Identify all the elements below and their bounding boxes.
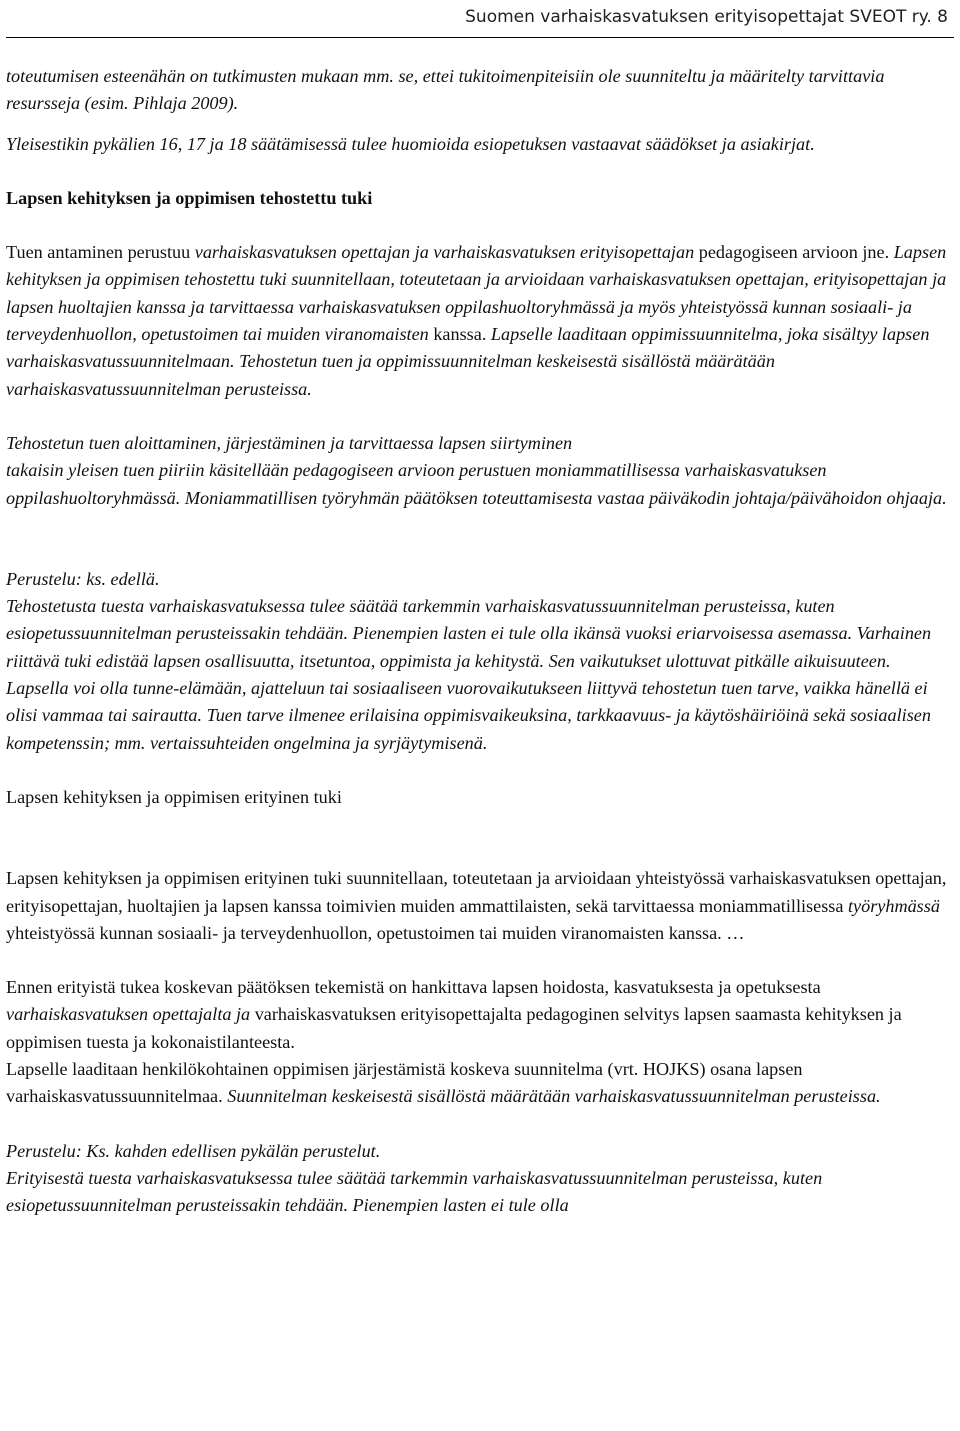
paragraph-tehostettu-tuki bbox=[6, 239, 956, 403]
text-span: Lapselle laaditaan henkilökohtainen oppimisen järjestämistä koskeva suunnitelma (vrt. HOJKS) osana lapsen varhaiskasvatussuunnitelmaa. bbox=[6, 1059, 803, 1107]
text-span-italic: Tehostetun tuen aloittaminen, järjestäminen ja tarvittaessa lapsen siirtyminen bbox=[6, 432, 573, 453]
text-span: pedagogiseen arvioon jne. bbox=[694, 242, 894, 263]
paragraph-esiopetus: Yleisestikin pykälien 16, 17 ja 18 säätämisessä tulee huomioida esiopetuksen vastaavat säädökset ja asiakirjat. bbox=[6, 133, 815, 154]
document-body bbox=[6, 63, 956, 1220]
paragraph-erityinen-tuki bbox=[6, 865, 956, 947]
text-span: Ennen erityistä tukea koskevan päätöksen tekemistä on hankittava lapsen hoidosta, kasvatuksesta ja opetuksesta bbox=[6, 977, 821, 998]
text-span: Tuen antaminen perustuu bbox=[6, 242, 195, 263]
text-span-italic: varhaiskasvatuksen opettajalta ja bbox=[6, 1004, 251, 1025]
header-divider bbox=[6, 37, 954, 38]
text-span-italic: Lapselle laaditaan oppimissuunnitelma, joka sisältyy lapsen varhaiskasvatussuunnitelmaan. Tehostetun tuen ja oppimissuunnitelman keskeisestä sisällöstä määrätään varhaiskasvatussuunnitelman perusteissa. bbox=[6, 324, 930, 399]
text-span-italic: takaisin yleisen tuen piiriin käsitellään pedagogiseen arvioon perustuen moniammatillisessa varhaiskasvatuksen oppilashuoltoryhmässä. Moniammatillisen työryhmän päätöksen toteuttamisesta vastaa päiväkodin johtaja/päivähoidon ohjaaja. bbox=[6, 460, 947, 508]
perustelu-label: Perustelu: Ks. kahden edellisen pykälän perustelut. bbox=[6, 1140, 381, 1161]
text-span-italic: Suunnitelman keskeisestä sisällöstä määrätään varhaiskasvatussuunnitelman perusteissa. bbox=[227, 1086, 881, 1107]
heading-erityinen-tuki: Lapsen kehityksen ja oppimisen erityinen tuki bbox=[6, 786, 342, 807]
heading-tehostettu-tuki: Lapsen kehityksen ja oppimisen tehostettu tuki bbox=[6, 187, 373, 208]
text-span-italic: varhaiskasvatuksen opettajan ja varhaiskasvatuksen erityisopettajan bbox=[194, 242, 695, 263]
text-span-italic: Lapsen kehityksen ja oppimisen tehostettu tuki suunnitellaan, toteutetaan ja arvioidaan varhaiskasvatuksen opettajan, erityisopettajan ja lapsen huoltajien kanssa ja tarvittaessa varhaiskasvatuksen oppilashuoltoryhmässä ja myös yhteistyössä kunnan sosiaali- ja terveydenhuollon, opetustoimen tai muiden viranomaisten bbox=[6, 242, 947, 345]
paragraph-perustelu-erityinen: Erityisestä tuesta varhaiskasvatuksessa tulee säätää tarkemmin varhaiskasvatussuunnitelman perusteissa, kuten esiopetussuunnitelman perusteissakin tehdään. Pienempien lasten ei tule olla bbox=[6, 1167, 823, 1216]
perustelu-label: Perustelu: ks. edellä. bbox=[6, 568, 160, 589]
text-span: yhteistyössä kunnan sosiaali- ja terveydenhuollon, opetustoimen tai muiden viranomaisten kanssa. … bbox=[6, 922, 745, 943]
paragraph-perustelu-tehostettu: Tehostetusta tuesta varhaiskasvatuksessa tulee säätää tarkemmin varhaiskasvatussuunnitelman perusteissa, kuten esiopetussuunnitelman perusteissakin tehdään. Pienempien lasten ei tule olla ikänsä vuoksi eriarvoisessa asemassa. Varhainen riittävä tuki edistää lapsen osallisuutta, itsetuntoa, oppimista ja kehitystä. Sen vaikutukset ulottuvat pitkälle aikuisuuteen. Lapsella voi olla tunne-elämään, ajatteluun tai sosiaaliseen vuorovaikutukseen liittyvä tehostetun tuen tarve, vaikka hänellä ei olisi vammaa tai sairautta. Tuen tarve ilmenee erilaisina oppimisvaikeuksina, tarkkaavuus- ja käytöshäiriöinä sekä sosiaalisen kompetenssin; mm. vertaissuhteiden ongelmina ja syrjäytymisenä. bbox=[6, 596, 932, 753]
paragraph-pedagoginen-selvitys bbox=[6, 974, 956, 1056]
paragraph-aloittaminen bbox=[6, 430, 956, 512]
text-span: varhaiskasvatuksen erityisopettajalta pedagoginen selvitys lapsen saamasta kehityksen ja oppimisen tuesta ja kokonaistilanteesta. bbox=[6, 1004, 902, 1052]
paragraph-henkilokohtainen-suunnitelma bbox=[6, 1056, 956, 1111]
text-span: Lapsen kehityksen ja oppimisen erityinen tuki suunnitellaan, toteutetaan ja arvioidaan yhteistyössä varhaiskasvatuksen opettajan, erityisopettajan, huoltajien ja lapsen kanssa toimivien muiden ammattilaisten, sekä tarvittaessa moniammatillisessa bbox=[6, 868, 947, 916]
text-span: kanssa. bbox=[428, 324, 491, 345]
paragraph-intro: toteutumisen esteenähän on tutkimusten mukaan mm. se, ettei tukitoimenpiteisiin ole suunniteltu ja määritelty tarvittavia resursseja (esim. Pihlaja 2009). bbox=[6, 66, 885, 114]
page-header: Suomen varhaiskasvatuksen erityisopettajat SVEOT ry. 8 bbox=[465, 7, 948, 27]
text-span-italic: työryhmässä bbox=[847, 895, 940, 916]
